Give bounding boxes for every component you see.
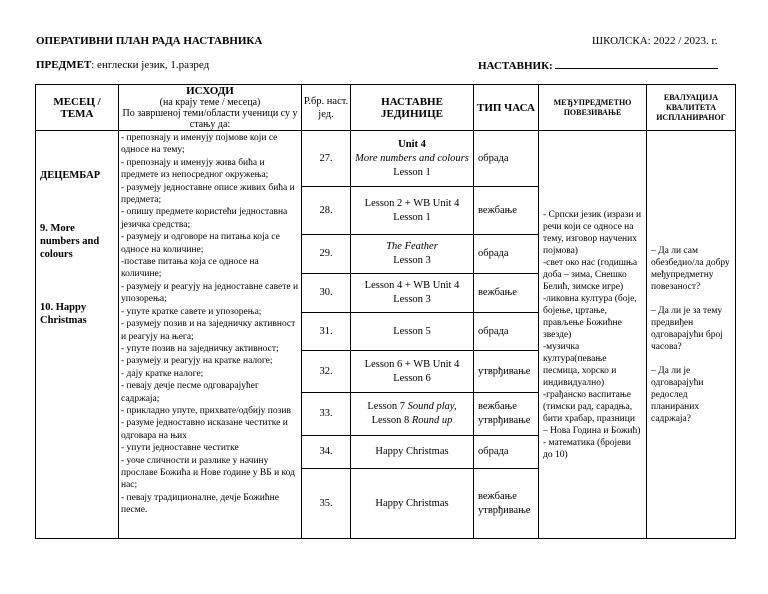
lesson-number: 29.: [302, 235, 351, 274]
lesson-number: 30.: [302, 274, 351, 313]
topic-9: 9. More numbers and colours: [40, 223, 100, 260]
col-month-header: МЕСЕЦ / ТЕМА: [36, 85, 119, 131]
col-outcomes-header: ИСХОДИ (на крају теме / месеца) По завршеној теми/области ученици су у стању да:: [119, 85, 302, 131]
lesson-type: вежбање утврђивање: [474, 469, 539, 539]
table-header-row: [36, 85, 736, 131]
lesson-type: обрада: [474, 131, 539, 187]
lesson-number: 34.: [302, 436, 351, 469]
teacher-label: НАСТАВНИК:: [478, 60, 553, 72]
lesson-type: утврђивање: [474, 351, 539, 393]
month-name: ДЕЦЕМБАР: [40, 170, 101, 181]
col-correlation-header: МЕЂУПРЕДМЕТНО ПОВЕЗИВАЊЕ: [539, 85, 647, 131]
lesson-type: обрада: [474, 436, 539, 469]
lesson-number: 28.: [302, 187, 351, 235]
lesson-unit: Happy Christmas: [351, 469, 474, 539]
lesson-number: 27.: [302, 131, 351, 187]
school-year: ШКОЛСКА: 2022 / 2023. г.: [592, 35, 718, 47]
teacher-signature-line: [555, 59, 718, 69]
lesson-type: вежбање: [474, 274, 539, 313]
lesson-unit: The Feather Lesson 3: [351, 235, 474, 274]
lesson-unit: Lesson 6 + WB Unit 4 Lesson 6: [351, 351, 474, 393]
lesson-unit: Unit 4 More numbers and colours Lesson 1: [351, 131, 474, 187]
col-eval-header: ЕВАЛУАЦИЈА КВАЛИТЕТА ИСПЛАНИРАНОГ: [647, 85, 736, 131]
lesson-unit: Lesson 4 + WB Unit 4 Lesson 3: [351, 274, 474, 313]
lesson-unit: Lesson 2 + WB Unit 4 Lesson 1: [351, 187, 474, 235]
plan-table: [35, 84, 736, 539]
col-num-header: Р.бр. наст. јед.: [302, 85, 351, 131]
table-row: [36, 131, 736, 187]
lesson-type: вежбање: [474, 187, 539, 235]
lesson-type: обрада: [474, 313, 539, 351]
col-type-header: ТИП ЧАСА: [474, 85, 539, 131]
lesson-number: 33.: [302, 393, 351, 436]
lesson-unit: Lesson 5: [351, 313, 474, 351]
lesson-unit: Lesson 7 Sound play, Lesson 8 Round up: [351, 393, 474, 436]
lesson-number: 32.: [302, 351, 351, 393]
month-topic-cell: [36, 131, 119, 539]
subject-line: [36, 59, 209, 71]
teacher-line: [478, 59, 718, 72]
evaluation-cell: – Да ли сам обезбедио/ла добру међупредметну повезаност? – Да ли је за тему предвиђен одговарајући број часова? – Да ли је одговарајући редослед планираних садржаја?: [647, 131, 736, 539]
correlation-cell: - Српски језик (изрази и речи који се односе на тему, изговор научених појмова) -свет око нас (годишња доба – зима, Снешко Белић, зимске игре) -ликовна култура (боје, бојење, цртање, прављење Божићне звезде) -музичка културa(певање песмица, хорско и индивидуално) -грађанско васпитање (тимски рад, сарадња, бити храбар, празници – Нова Година и Божић) - математика (бројеви до 10): [539, 131, 647, 539]
lesson-unit: Happy Christmas: [351, 436, 474, 469]
lesson-type: обрада: [474, 235, 539, 274]
topic-10: 10. Happy Christmas: [40, 302, 87, 326]
lesson-type: вежбање утврђивање: [474, 393, 539, 436]
document-title: ОПЕРАТИВНИ ПЛАН РАДА НАСТАВНИКА: [36, 35, 263, 47]
subject-label: ПРЕДМЕТ: [36, 59, 92, 71]
outcomes-cell: - препознају и именују појмове који се односе на тему; - препознају и именују жива бића и предмете из непосредног окружења; - разумеју једноставне описе живих бића и предмета; - опишу предмете користећи једноставна језичка средства; - разумеју и одговоре на питања која се односе на количине; -поставе питања која се односе на количине; - разумеју и реагују на једноставне савете и упозорења; - упуте кратке савете и упозорења; - разумеју позив и на заједничку активност и реагују на њега; - упуте позив на заједничку активност; - разумеју и реагују на кратке налоге; - дају кратке налоге; - певају дечје песме одговарајућег садржаја; - прикладно упуте, прихвате/одбију позив - разуме једноставно исказане честитке и одговара на њих - упути једноставне честитке - уоче сличности и разлике у начину прославе Божића и Нове године у ВБ и код нас; - певају традиционалне, дечје Божићне песме.: [119, 131, 302, 539]
lesson-number: 35.: [302, 469, 351, 539]
col-units-header: НАСТАВНЕ ЈЕДИНИЦЕ: [351, 85, 474, 131]
lesson-number: 31.: [302, 313, 351, 351]
subject-value: : енглески језик, 1.разред: [91, 59, 210, 71]
